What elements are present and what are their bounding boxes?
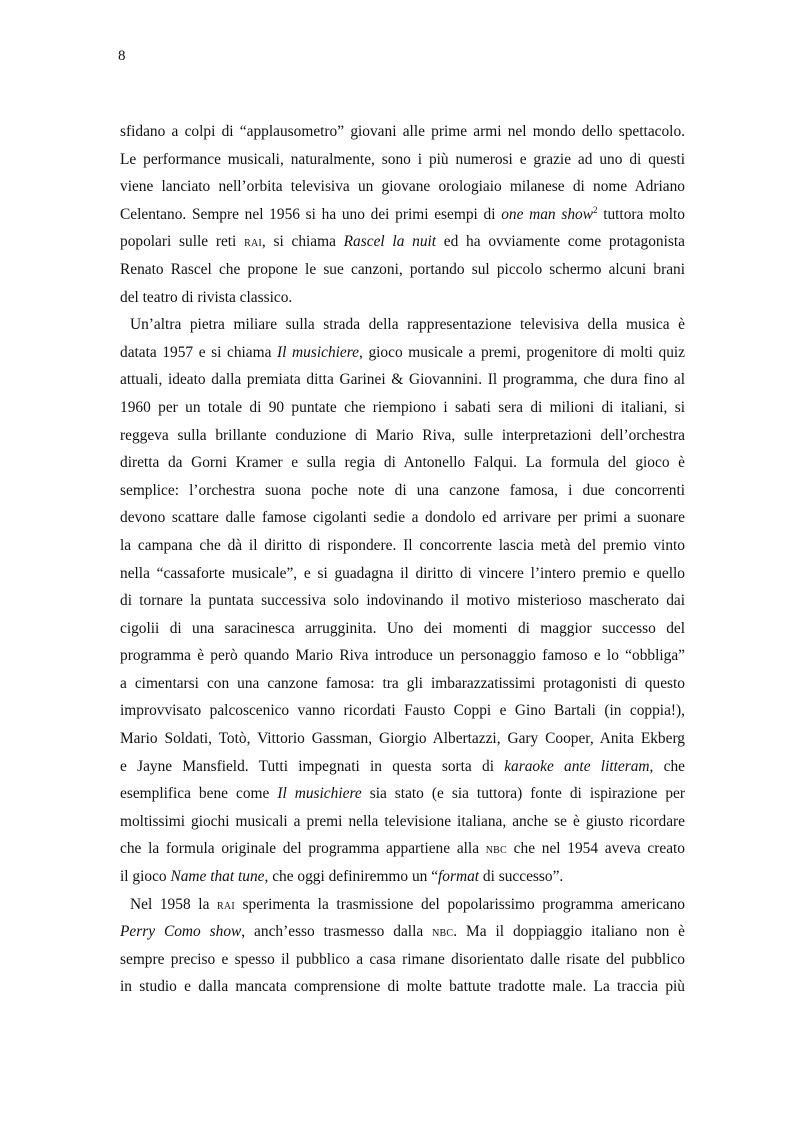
text-line: sfidano a colpi di “applausometro” giovani alle prime armi nel mondo dello spettacolo. (120, 123, 685, 140)
text-line: nella “cassaforte musicale”, e si guadagna il diritto di vincere l’intero premio e quello (120, 564, 685, 582)
text-line: Un’altra pietra miliare sulla strada della rappresentazione televisiva della musica è (130, 316, 685, 334)
text-line: semplice: l’orchestra suona poche note di una canzone famosa, i due concorrenti (120, 481, 685, 499)
text-line: a cimentarsi con una canzone famosa: tra gli imbarazzatissimi protagonisti di questo (120, 674, 685, 692)
text-line: Celentano. Sempre nel 1956 si ha uno dei primi esempi di one man show$^2$ tuttora molto (120, 204, 685, 223)
italic-term: Name that tune (170, 868, 265, 886)
italic-term: Perry Como show (120, 923, 242, 941)
text-line: la campana che dà il diritto di rispondere. Il concorrente lascia metà del premio vinto (120, 536, 685, 554)
text-line: di tornare la puntata successiva solo indovinando il motivo misterioso mascherato dai (120, 592, 685, 610)
text-line: che la formula originale del programma appartiene alla nbc che nel 1954 aveva creato (120, 840, 685, 858)
italic-term: Il musichiere (277, 343, 360, 361)
text-line: Mario Soldati, Totò, Vittorio Gassman, Giorgio Albertazzi, Gary Cooper, Anita Ekberg (120, 730, 685, 748)
italic-term: Rascel la nuit (343, 233, 437, 251)
footnote-marker[interactable]: 2 (592, 204, 598, 215)
text-line: cigolii di una saracinesca arrugginita. Uno dei momenti di maggior successo del (120, 619, 685, 637)
text-line: esemplifica bene come Il musichiere sia stato (e sia tuttora) fonte di ispirazione per (120, 785, 686, 803)
italic-term: karaoke ante litteram (504, 757, 650, 775)
text-line: programma è però quando Mario Riva introduce un personaggio famoso e lo “obbliga” (120, 647, 685, 665)
text-line: attuali, ideato dalla premiata ditta Garinei & Giovannini. Il programma, che dura fino al (120, 371, 685, 389)
text-line: in studio e dalla mancata comprensione di molte battute tradotte male. La traccia più (120, 978, 685, 996)
text-line: 1960 per un totale di 90 puntate che riempiono i sabati sera di milioni di italiani, si (120, 398, 685, 416)
text-line: diretta da Gorni Kramer e sulla regia di Antonello Falqui. La formula del gioco è (120, 454, 685, 472)
text-line: del teatro di rivista classico. (120, 288, 293, 306)
italic-term: one man show (501, 205, 593, 223)
acronym: rai (217, 896, 235, 913)
acronym: nbc (485, 841, 507, 858)
text-line: sempre preciso e spesso il pubblico a casa rimane disorientato dalle risate del pubblico (120, 950, 685, 968)
text-line: viene lanciato nell’orbita televisiva un giovane orologiaio milanese di nome Adriano (120, 178, 685, 196)
text-line: Renato Rascel che propone le sue canzoni, portando sul piccolo schermo alcuni brani (120, 260, 685, 278)
text-line: Le performance musicali, naturalmente, sono i più numerosi e grazie ad uno di questi (120, 150, 685, 168)
acronym: rai (244, 234, 262, 251)
text-line: datata 1957 e si chiama Il musichiere, gioco musicale a premi, progenitore di molti quiz (120, 343, 686, 361)
text-line: popolari sulle reti rai, si chiama Rascel la nuit ed ha ovviamente come protagonista (120, 233, 685, 251)
italic-term: format (438, 868, 480, 886)
text-line: Nel 1958 la rai sperimenta la trasmissione del popolarissimo programma americano (130, 895, 685, 913)
text-line: devono scattare dalle famose cigolanti sedie a dondolo ed arrivare per primi a suonare (120, 509, 685, 527)
body-text (120, 118, 685, 1001)
text-line: il gioco Name that tune, che oggi definiremmo un “format di successo”. (120, 868, 564, 886)
text-line: reggeva sulla brillante conduzione di Mario Riva, sulle interpretazioni dell’orchestra (120, 426, 685, 444)
text-line: e Jayne Mansfield. Tutti impegnati in questa sorta di karaoke ante litteram, che (120, 757, 685, 775)
text-line: improvvisato palcoscenico vanno ricordati Fausto Coppi e Gino Bartali (in coppia!), (120, 702, 685, 720)
text-line: Perry Como show, anch’esso trasmesso dalla nbc. Ma il doppiaggio italiano non è (120, 923, 686, 941)
text-line: moltissimi giochi musicali a premi nella televisione italiana, anche se è giusto ricordare (120, 812, 685, 830)
acronym: nbc (432, 924, 454, 941)
page-number: 8 (118, 48, 126, 64)
italic-term: Il musichiere (277, 785, 362, 803)
